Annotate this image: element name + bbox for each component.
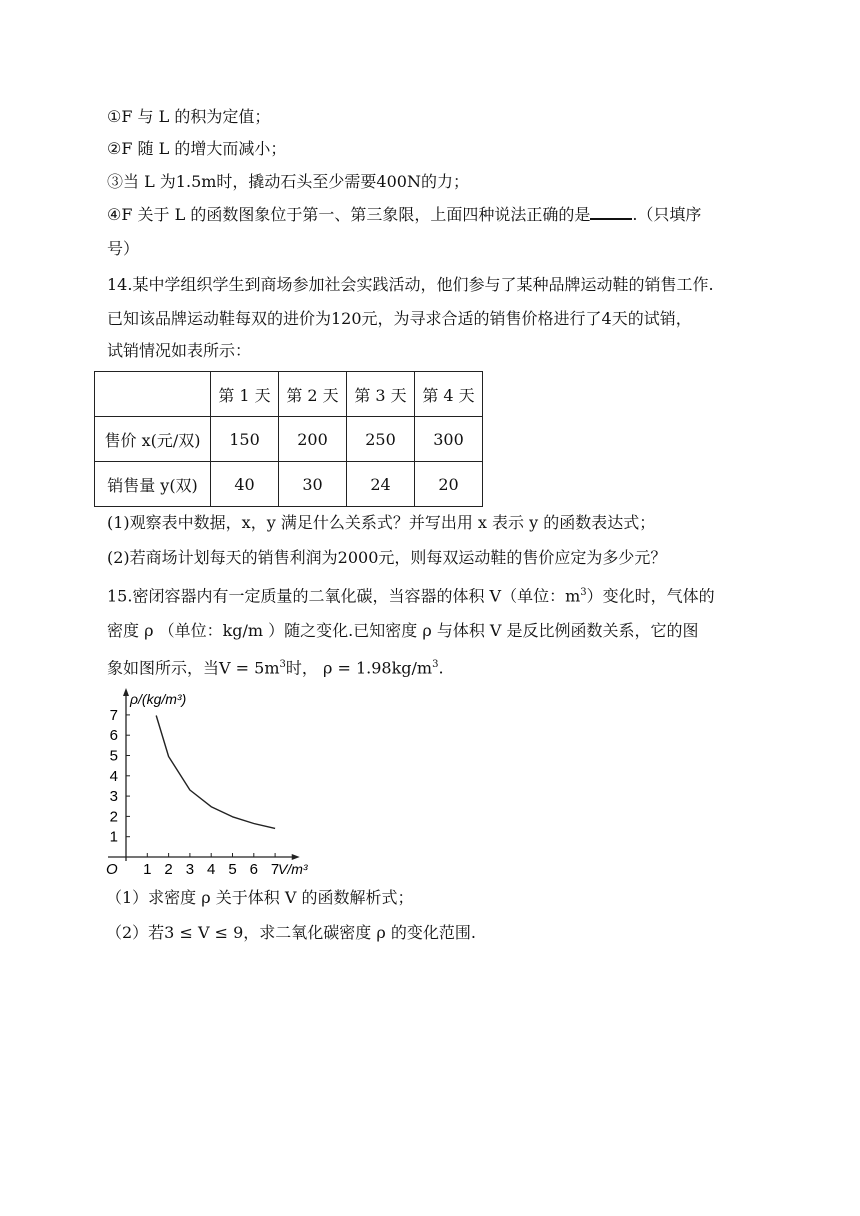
- chart-axes: [108, 688, 300, 861]
- table-cell: 30: [279, 462, 347, 507]
- answer-blank: [590, 204, 632, 220]
- q15-line1-sup: 3: [580, 587, 587, 598]
- q15-line3: [107, 654, 444, 679]
- table-cell: 200: [279, 417, 347, 462]
- table-cell: 300: [415, 417, 483, 462]
- table-row: [95, 417, 483, 462]
- x-axis-label: V/m³: [278, 861, 308, 877]
- x-axis-arrow: [292, 854, 300, 860]
- y-tick-label: 4: [109, 767, 118, 785]
- q15-line1-a: 15.密闭容器内有一定质量的二氧化碳，当容器的体积 V（单位：m: [107, 586, 581, 606]
- table-cell: 24: [347, 462, 415, 507]
- statement-3: ③当 L 为1.5m时，撬动石头至少需要400N的力；: [107, 172, 469, 191]
- y-tick-label: 1: [109, 828, 118, 846]
- q15-line3-b: 时， ρ = 1.98kg/m: [285, 658, 433, 678]
- statement-4-tail: .（只填序: [632, 205, 702, 224]
- statement-1: ①F 与 L 的积为定值；: [107, 107, 271, 126]
- y-axis-label: ρ/(kg/m³): [130, 691, 187, 707]
- table-header-row: [95, 372, 483, 417]
- table-header-cell: [95, 372, 211, 417]
- table-header-cell: 第 3 天: [347, 372, 415, 417]
- x-tick-label: 2: [164, 861, 173, 878]
- chart-ticks: [110, 707, 280, 878]
- q15-line1: [107, 582, 715, 607]
- chart-curve-group: [156, 716, 275, 829]
- y-tick-label: 7: [109, 706, 118, 724]
- y-axis-arrow: [123, 688, 129, 696]
- x-tick-label: 4: [207, 861, 216, 878]
- q14-line2: 已知该品牌运动鞋每双的进价为120元，为寻求合适的销售价格进行了4天的试销，: [107, 309, 692, 328]
- x-tick-label: 1: [143, 861, 152, 878]
- q15-line2: 密度 ρ （单位：kg/m ）随之变化.已知密度 ρ 与体积 V 是反比例函数关系，它的图: [107, 621, 699, 640]
- y-tick-label: 3: [109, 788, 118, 806]
- table-header-cell: 第 2 天: [279, 372, 347, 417]
- statement-4: [107, 204, 701, 226]
- table-header-cell: 第 1 天: [211, 372, 279, 417]
- x-tick-label: 5: [228, 861, 237, 878]
- y-tick-label: 5: [109, 747, 118, 765]
- x-tick-label: 7: [270, 861, 280, 878]
- row-label: 售价 x(元/双): [95, 417, 211, 462]
- origin-label: O: [106, 861, 118, 878]
- table-row: [95, 462, 483, 507]
- q15-line1-b: ）变化时，气体的: [586, 586, 715, 606]
- statement-4-cont: 号）: [107, 239, 140, 258]
- statement-4-text: ④F 关于 L 的函数图象位于第一、第三象限，上面四种说法正确的是: [107, 205, 591, 224]
- statement-2: ②F 随 L 的增大而减小；: [107, 139, 287, 158]
- table-cell: 150: [211, 417, 279, 462]
- q15-line3-c: .: [438, 658, 444, 678]
- q15-line3-sup1: 3: [279, 659, 286, 670]
- q15-part1: （1）求密度 ρ 关于体积 V 的函数解析式；: [106, 888, 414, 907]
- y-tick-label: 6: [109, 727, 118, 745]
- q15-line3-a: 象如图所示，当V = 5m: [107, 658, 280, 678]
- q15-line3-sup2: 3: [432, 659, 439, 670]
- q14-line3: 试销情况如表所示：: [107, 341, 252, 360]
- sales-table: [94, 371, 483, 507]
- table-cell: 20: [415, 462, 483, 507]
- x-tick-label: 6: [249, 861, 258, 878]
- q14-part2: (2)若商场计划每天的销售利润为2000元，则每双运动鞋的售价应定为多少元？: [107, 548, 667, 567]
- y-tick-label: 2: [109, 808, 118, 826]
- x-tick-label: 3: [185, 861, 195, 878]
- q14-line1: 14.某中学组织学生到商场参加社会实践活动，他们参与了某种品牌运动鞋的销售工作.: [107, 275, 714, 294]
- density-volume-chart: [100, 686, 320, 881]
- table-header-cell: 第 4 天: [415, 372, 483, 417]
- row-label: 销售量 y(双): [95, 462, 211, 507]
- table-cell: 40: [211, 462, 279, 507]
- q15-part2: （2）若3 ≤ V ≤ 9，求二氧化碳密度 ρ 的变化范围.: [106, 923, 476, 942]
- density-curve: [156, 716, 275, 829]
- q14-part1: (1)观察表中数据，x，y 满足什么关系式？并写出用 x 表示 y 的函数表达式；: [107, 513, 656, 532]
- table-cell: 250: [347, 417, 415, 462]
